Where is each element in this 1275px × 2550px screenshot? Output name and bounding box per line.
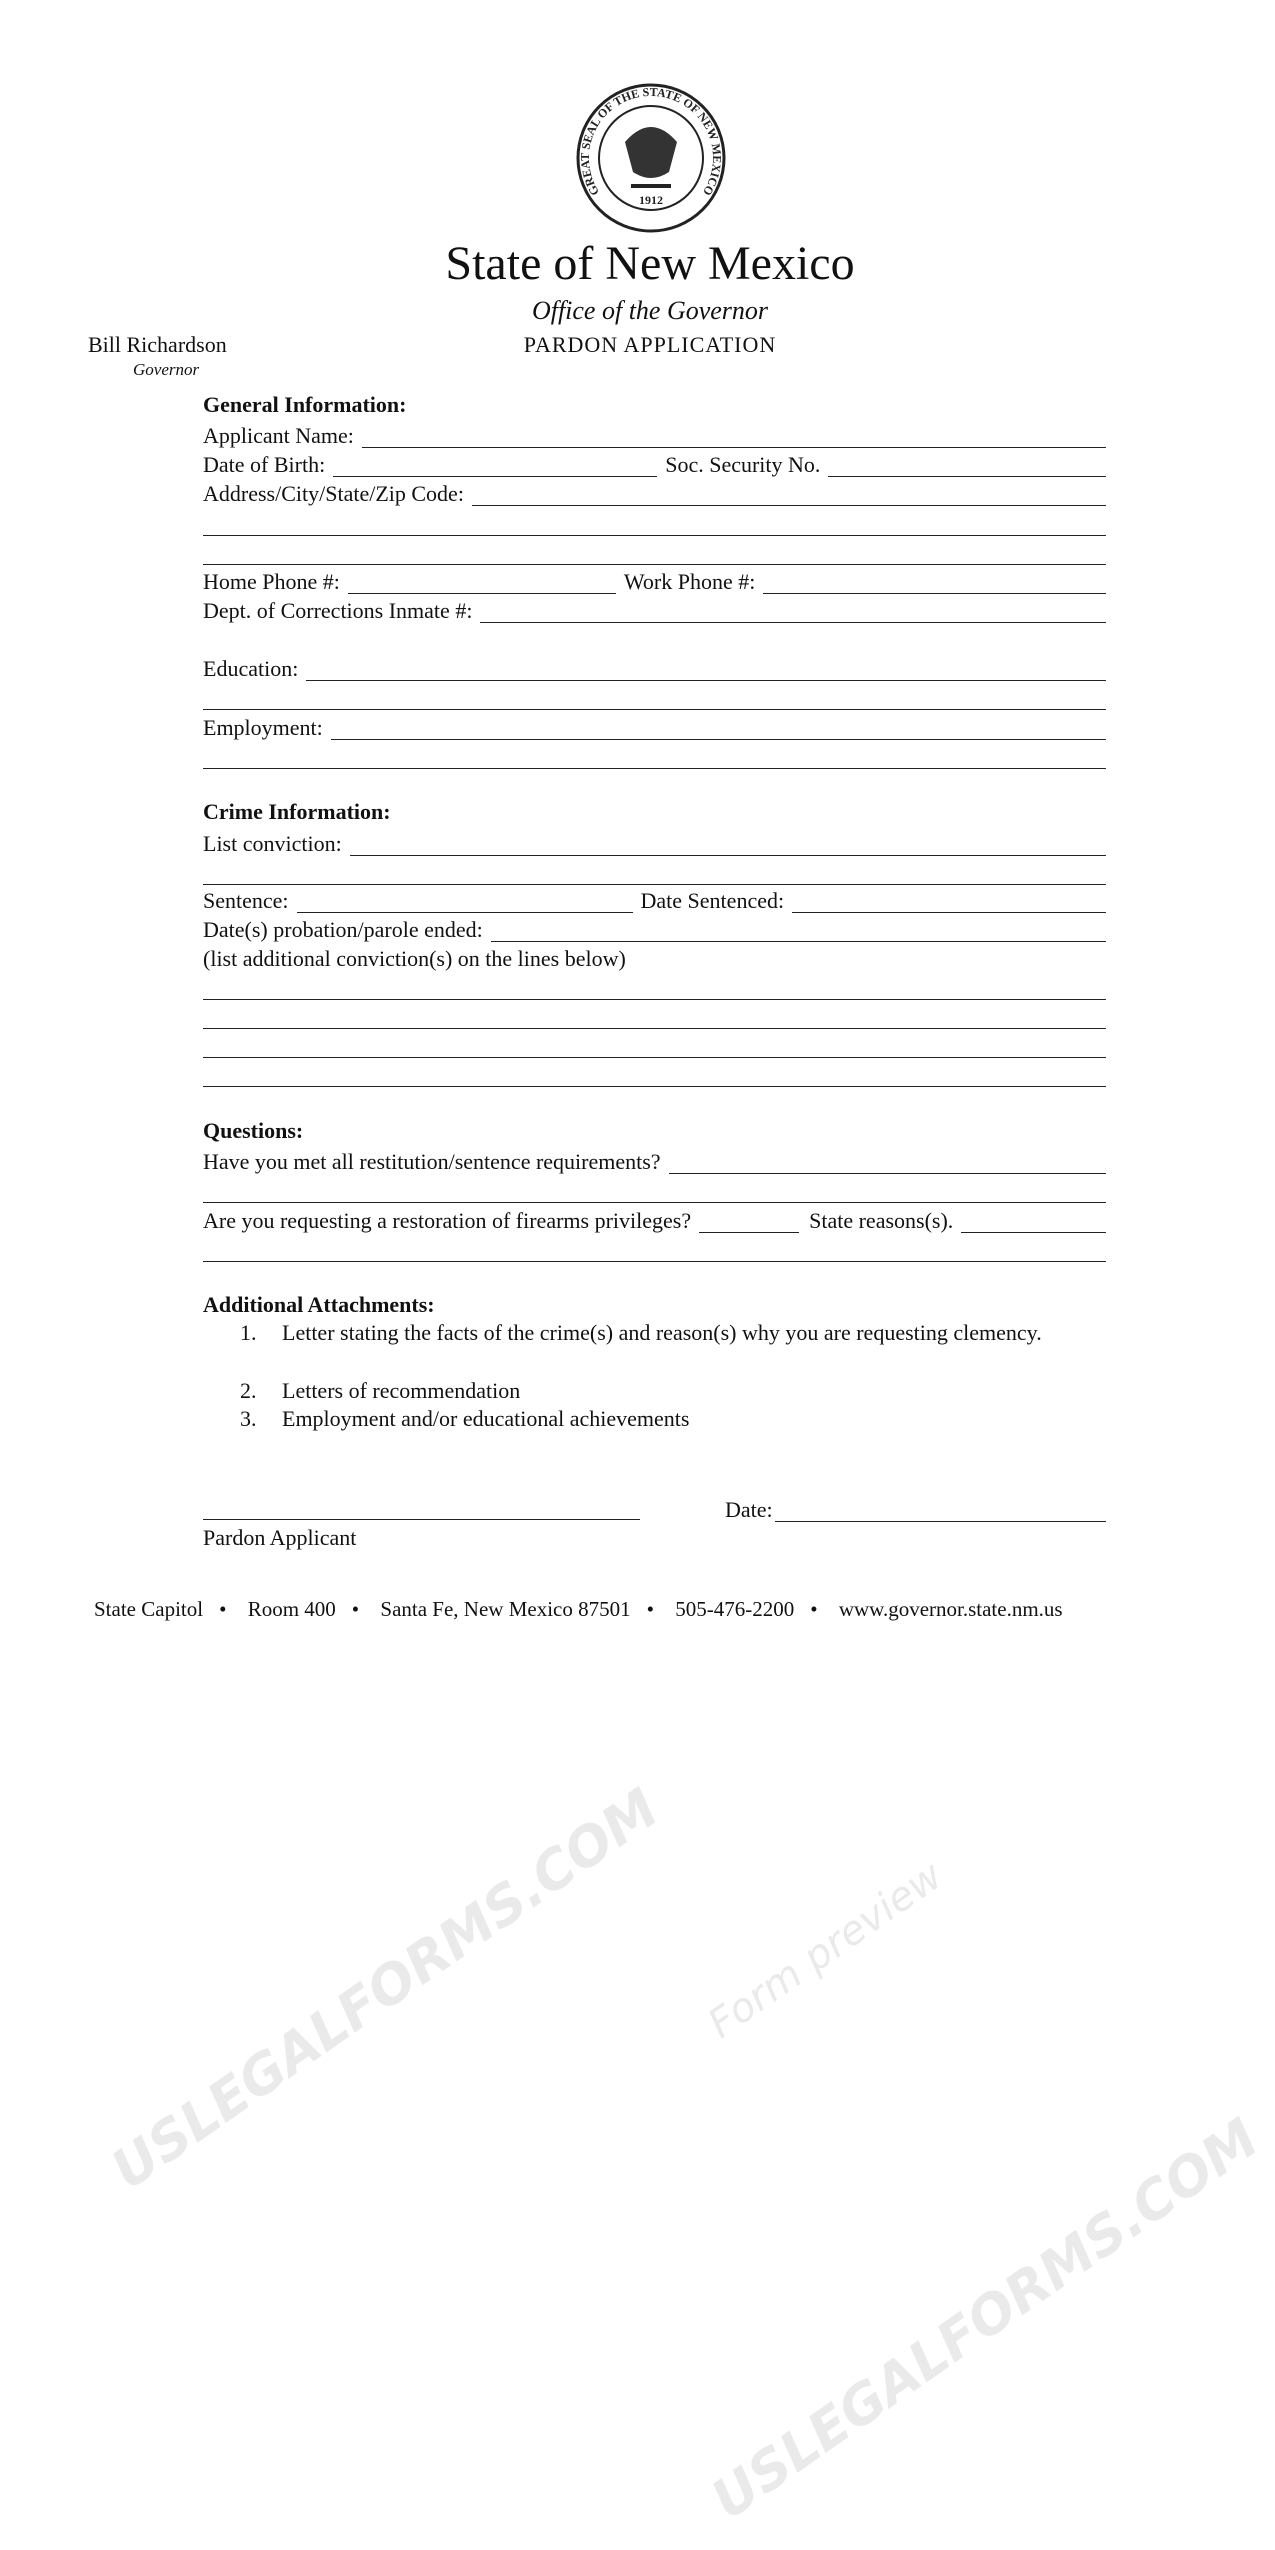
- applicant-label: Pardon Applicant: [203, 1525, 357, 1550]
- address-field-2[interactable]: [203, 515, 1106, 536]
- education-label: Education:: [203, 656, 299, 681]
- attachment-item: [240, 1320, 1106, 1346]
- firearms-field[interactable]: [699, 1212, 799, 1233]
- applicant-name-field[interactable]: [362, 427, 1106, 448]
- education-field[interactable]: [306, 660, 1106, 681]
- item-number: 1.: [240, 1320, 257, 1345]
- additional-line-1: [203, 972, 1106, 1000]
- additional-line-2: [203, 1001, 1106, 1029]
- restitution-row: [203, 1146, 1106, 1174]
- reasons-label: State reasons(s).: [809, 1208, 954, 1233]
- separator: •: [646, 1597, 654, 1621]
- address-line-3: [203, 537, 1106, 565]
- conviction-line-2: [203, 857, 1106, 885]
- office-subtitle: Office of the Governor: [531, 296, 769, 325]
- ssn-field[interactable]: [828, 456, 1106, 477]
- additional-line-3: [203, 1030, 1106, 1058]
- governor-title: Governor: [133, 360, 200, 379]
- address-label: Address/City/State/Zip Code:: [203, 481, 464, 506]
- ssn-label: Soc. Security No.: [665, 452, 821, 477]
- footer-website[interactable]: www.governor.state.nm.us: [838, 1597, 1063, 1621]
- attachment-item: [240, 1406, 1106, 1432]
- firearms-row: [203, 1205, 1106, 1233]
- address-line-2: [203, 508, 1106, 536]
- probation-row: [203, 914, 1106, 942]
- reasons-field[interactable]: [961, 1212, 1106, 1233]
- form-title: PARDON APPLICATION: [523, 332, 777, 357]
- employment-field[interactable]: [331, 719, 1106, 740]
- conviction-field-2[interactable]: [203, 864, 1106, 885]
- svg-text:1912: 1912: [639, 193, 663, 207]
- inmate-row: [203, 595, 1106, 623]
- address-row: [203, 478, 1106, 506]
- general-heading: General Information:: [203, 392, 407, 417]
- item-number: 3.: [240, 1406, 257, 1431]
- employment-label: Employment:: [203, 715, 323, 740]
- svg-text:GREAT SEAL OF THE STATE OF NEW: GREAT SEAL OF THE STATE OF NEW MEXICO: [577, 84, 725, 199]
- education-field-2[interactable]: [203, 689, 1106, 710]
- applicant-name-row: [203, 420, 1106, 448]
- employment-field-2[interactable]: [203, 748, 1106, 769]
- watermark-brand: USLEGALFORMS.COM: [100, 1776, 670, 2202]
- work-phone-field[interactable]: [763, 573, 1106, 594]
- dob-field[interactable]: [333, 456, 657, 477]
- reasons-line-2: [203, 1234, 1106, 1262]
- conviction-label: List conviction:: [203, 831, 342, 856]
- crime-heading: Crime Information:: [203, 799, 391, 824]
- additional-conviction-field-2[interactable]: [203, 1008, 1106, 1029]
- item-text: Letter stating the facts of the crime(s) and reason(s) why you are requesting clemency.: [282, 1320, 1042, 1345]
- date-field[interactable]: [775, 1501, 1106, 1522]
- sentence-row: [203, 885, 1106, 913]
- governor-name: Bill Richardson: [88, 332, 227, 357]
- sentence-label: Sentence:: [203, 888, 289, 913]
- additional-conviction-field-4[interactable]: [203, 1066, 1106, 1087]
- additional-conviction-field-3[interactable]: [203, 1037, 1106, 1058]
- applicant-name-label: Applicant Name:: [203, 423, 354, 448]
- home-phone-label: Home Phone #:: [203, 569, 340, 594]
- additional-note: (list additional conviction(s) on the lines below): [203, 946, 626, 971]
- state-title: State of New Mexico: [445, 237, 855, 290]
- conviction-field[interactable]: [350, 835, 1106, 856]
- questions-heading: Questions:: [203, 1118, 304, 1143]
- address-field[interactable]: [472, 485, 1106, 506]
- education-row: [203, 653, 1106, 681]
- separator: •: [219, 1597, 227, 1621]
- item-text: Employment and/or educational achievements: [282, 1406, 690, 1431]
- restitution-label: Have you met all restitution/sentence requirements?: [203, 1149, 661, 1174]
- restitution-line-2: [203, 1175, 1106, 1203]
- separator: •: [351, 1597, 360, 1621]
- separator: •: [810, 1597, 818, 1621]
- restitution-field[interactable]: [669, 1153, 1106, 1174]
- footer-location: State Capitol: [94, 1597, 204, 1621]
- attachment-item: [240, 1378, 1106, 1404]
- education-line-2: [203, 682, 1106, 710]
- additional-line-4: [203, 1059, 1106, 1087]
- employment-line-2: [203, 741, 1106, 769]
- watermark-brand: USLEGALFORMS.COM: [700, 2106, 1270, 2532]
- phone-row: [203, 566, 1106, 594]
- home-phone-field[interactable]: [348, 573, 616, 594]
- inmate-field[interactable]: [480, 602, 1106, 623]
- additional-note-row: [203, 943, 1106, 971]
- footer-city: Santa Fe, New Mexico 87501: [380, 1597, 631, 1621]
- reasons-field-2[interactable]: [203, 1241, 1106, 1262]
- date-row: [725, 1494, 1106, 1522]
- conviction-row: [203, 828, 1106, 856]
- firearms-label: Are you requesting a restoration of firearms privileges?: [203, 1208, 692, 1233]
- item-number: 2.: [240, 1378, 257, 1403]
- watermark-caption: Form preview: [700, 1852, 951, 2048]
- footer-phone: 505-476-2200: [675, 1597, 795, 1621]
- date-sentenced-field[interactable]: [792, 892, 1106, 913]
- footer-address: [94, 1597, 1079, 1622]
- address-field-3[interactable]: [203, 544, 1106, 565]
- employment-row: [203, 712, 1106, 740]
- restitution-field-2[interactable]: [203, 1182, 1106, 1203]
- item-text: Letters of recommendation: [282, 1378, 521, 1403]
- state-seal: [575, 82, 727, 234]
- attachments-heading: Additional Attachments:: [203, 1292, 435, 1317]
- footer-room: Room 400: [247, 1597, 336, 1621]
- additional-conviction-field-1[interactable]: [203, 979, 1106, 1000]
- date-label: Date:: [725, 1497, 773, 1522]
- date-sentenced-label: Date Sentenced:: [640, 888, 785, 913]
- sentence-field[interactable]: [297, 892, 633, 913]
- dob-label: Date of Birth:: [203, 452, 326, 477]
- probation-field[interactable]: [491, 921, 1106, 942]
- applicant-signature-field[interactable]: [203, 1519, 640, 1520]
- work-phone-label: Work Phone #:: [623, 569, 756, 594]
- inmate-label: Dept. of Corrections Inmate #:: [203, 598, 473, 623]
- dob-row: [203, 449, 1106, 477]
- probation-label: Date(s) probation/parole ended:: [203, 917, 483, 942]
